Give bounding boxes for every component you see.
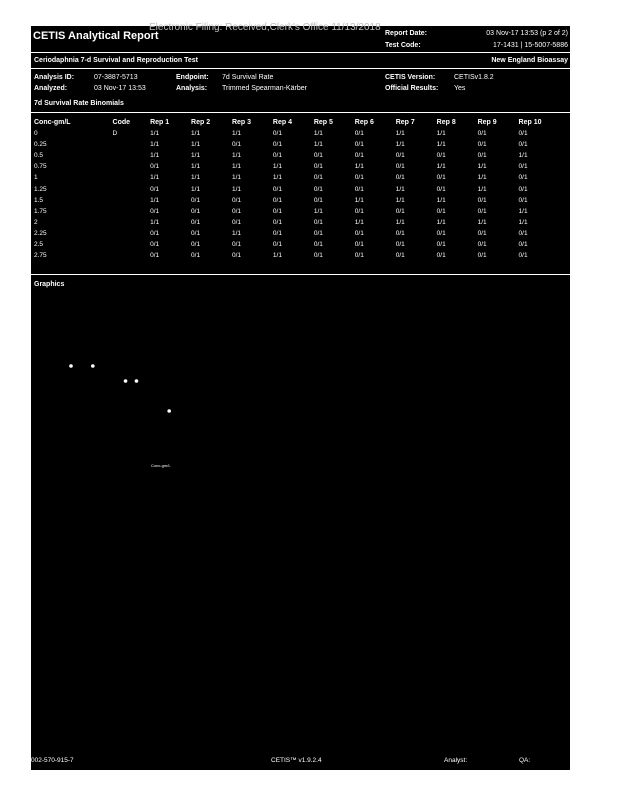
table-cell <box>113 150 151 161</box>
table-cell: 1/1 <box>191 163 201 171</box>
graph-point <box>167 409 171 413</box>
graph-svg <box>61 296 201 476</box>
table-cell: 0/1 <box>518 196 528 204</box>
table-cell: 1/1 <box>150 174 160 182</box>
table-cell: 0/1 <box>313 240 323 248</box>
table-cell: 0/1 <box>395 152 405 160</box>
table-cell: 2.5 <box>34 240 44 248</box>
footer-analyst-label: Analyst: <box>444 757 468 764</box>
report-title: CETIS Analytical Report <box>33 30 159 42</box>
graph-point <box>91 364 95 368</box>
table-cell: 1/1 <box>436 163 446 171</box>
table-cell: 1/1 <box>518 218 528 226</box>
table-cell: 0/1 <box>477 252 487 260</box>
report-date-value: 03 Nov-17 13:53 (p 2 of 2) <box>486 30 568 37</box>
table-cell: 1/1 <box>313 130 323 138</box>
report-date-label: Report Date: <box>385 30 428 37</box>
col-header: Rep 7 <box>395 119 415 126</box>
table-cell: 1/1 <box>395 141 405 149</box>
table-cell: 2.25 <box>34 229 47 237</box>
table-cell: 1/1 <box>436 130 446 138</box>
table-cell: 0/1 <box>272 229 282 237</box>
test-code-value: 17-1431 | 15-5007-5886 <box>493 42 568 49</box>
table-cell: 1.75 <box>34 207 47 215</box>
table-cell: 0/1 <box>518 141 528 149</box>
table-cell: 0/1 <box>150 240 160 248</box>
endpoint-value: 7d Survival Rate <box>222 74 274 81</box>
table-cell: 0/1 <box>272 152 282 160</box>
table-cell: 0/1 <box>272 207 282 215</box>
table-cell: 0/1 <box>272 130 282 138</box>
table-cell <box>113 217 151 228</box>
table-cell: 1/1 <box>436 141 446 149</box>
table-cell <box>113 206 151 217</box>
table-cell <box>113 239 151 250</box>
analysis-value: Trimmed Spearman-Kärber <box>222 85 307 92</box>
table-cell: 0/1 <box>191 240 201 248</box>
table-cell: 0/1 <box>231 252 242 260</box>
table-cell: 0/1 <box>354 130 364 138</box>
table-cell: 0/1 <box>150 252 160 260</box>
table-cell: 0/1 <box>272 185 282 193</box>
table-cell: 0/1 <box>191 229 201 237</box>
table-cell: 1/1 <box>231 152 242 160</box>
table-cell: 1.5 <box>34 196 44 204</box>
table-cell: 0/1 <box>518 185 528 193</box>
table-cell: 0/1 <box>436 240 446 248</box>
table-cell: 0/1 <box>313 229 323 237</box>
table-cell: 1/1 <box>354 163 364 171</box>
table-cell: 2.75 <box>34 252 47 260</box>
col-header: Rep 4 <box>272 119 292 126</box>
table-cell: 1/1 <box>518 152 528 160</box>
table-cell: 0/1 <box>191 207 201 215</box>
table-cell: 1/1 <box>477 218 487 226</box>
table-cell: 0/1 <box>436 229 446 237</box>
col-header: Rep 9 <box>477 119 497 126</box>
table-cell: 1/1 <box>191 185 201 193</box>
table-cell: 1/1 <box>150 152 160 160</box>
table-cell: 0/1 <box>518 174 528 182</box>
table-cell <box>113 195 151 206</box>
table-cell: 0/1 <box>272 240 282 248</box>
table-cell: 1/1 <box>395 185 405 193</box>
table-row <box>34 217 568 228</box>
table-cell: 0/1 <box>477 240 487 248</box>
official-results-value: Yes <box>454 85 466 92</box>
table-cell: 0/1 <box>272 196 282 204</box>
table-row <box>34 239 568 250</box>
table-cell: 1/1 <box>191 141 201 149</box>
table-cell: 1/1 <box>191 174 201 182</box>
col-header: Rep 1 <box>150 119 170 126</box>
table-row <box>34 250 568 261</box>
table-cell: 1/1 <box>231 185 242 193</box>
table-cell: 0/1 <box>231 218 242 226</box>
analysis-id-value: 07-3887-5713 <box>94 74 138 81</box>
table-cell: 0/1 <box>354 152 364 160</box>
table-bottom-rule <box>31 274 570 275</box>
table-cell: 1/1 <box>518 207 528 215</box>
table-cell: 0.75 <box>34 163 47 171</box>
lab-name: New England Bioassay <box>491 57 568 64</box>
col-header: Rep 10 <box>518 119 542 126</box>
table-cell: 1/1 <box>395 130 405 138</box>
table-cell <box>113 250 151 261</box>
table-cell: 1/1 <box>313 207 323 215</box>
col-header: Rep 5 <box>313 119 333 126</box>
col-header: Rep 6 <box>354 119 374 126</box>
table-cell: 0/1 <box>231 207 242 215</box>
table-cell: 0/1 <box>354 252 364 260</box>
table-cell: 0/1 <box>150 163 160 171</box>
table-cell: 1/1 <box>436 218 446 226</box>
analyzed-value: 03 Nov-17 13:53 <box>94 85 146 92</box>
analyzed-label: Analyzed: <box>34 85 68 92</box>
graph-point <box>135 379 139 383</box>
table-cell: 1/1 <box>150 141 160 149</box>
table-cell: 0/1 <box>477 196 487 204</box>
col-header: Rep 2 <box>191 119 211 126</box>
test-code-label: Test Code: <box>385 42 421 49</box>
table-row <box>34 183 568 194</box>
analysis-label: Analysis: <box>176 85 208 92</box>
table-cell: 0/1 <box>313 174 323 182</box>
endpoint-label: Endpoint: <box>176 74 209 81</box>
table-row <box>34 172 568 183</box>
table-cell: 0/1 <box>436 174 446 182</box>
table-cell <box>113 183 151 194</box>
binomials-table <box>34 117 568 261</box>
table-cell: 0/1 <box>518 252 528 260</box>
table-header-row <box>34 117 568 128</box>
table-cell: 0/1 <box>354 185 364 193</box>
table-cell: 0/1 <box>518 240 528 248</box>
table-cell: 0/1 <box>395 163 405 171</box>
filing-stamp: Electronic Filing: Received,Clerk's Office 11/13/2018 <box>149 22 381 33</box>
table-cell: 0/1 <box>436 207 446 215</box>
table-cell: 1/1 <box>231 174 242 182</box>
table-cell: 0 <box>34 130 38 138</box>
table-cell: 0/1 <box>231 141 242 149</box>
footer-version: CETIS™ v1.9.2.4 <box>271 757 322 764</box>
table-cell: 0/1 <box>150 207 160 215</box>
table-cell: 0/1 <box>354 141 364 149</box>
header-rule <box>31 52 570 53</box>
footer-qa-label: QA: <box>519 757 531 764</box>
table-cell: 1/1 <box>272 163 282 171</box>
official-results-label: Official Results: <box>385 85 439 92</box>
table-cell: 0/1 <box>518 229 528 237</box>
table-cell: 2 <box>34 218 38 226</box>
cetis-version-label: CETIS Version: <box>385 74 436 81</box>
table-cell: 1/1 <box>150 196 160 204</box>
table-cell: 1/1 <box>477 174 487 182</box>
section-title: 7d Survival Rate Binomials <box>34 100 124 107</box>
table-cell: 0/1 <box>191 218 201 226</box>
table-cell: 0/1 <box>354 229 364 237</box>
table-row <box>34 150 568 161</box>
table-cell: 0/1 <box>477 207 487 215</box>
table-cell: 0/1 <box>477 229 487 237</box>
table-cell: 1/1 <box>272 174 282 182</box>
table-cell: 0/1 <box>354 240 364 248</box>
table-cell: 1/1 <box>477 185 487 193</box>
table-cell: 0/1 <box>313 152 323 160</box>
table-cell: 1/1 <box>354 196 364 204</box>
cetis-version-value: CETISv1.8.2 <box>454 74 494 81</box>
table-cell: 0/1 <box>313 196 323 204</box>
table-cell: 1.25 <box>34 185 47 193</box>
table-cell: 0/1 <box>272 141 282 149</box>
footer-id: 002-570-915-7 <box>31 757 74 764</box>
table-cell: 0/1 <box>477 130 487 138</box>
table-cell <box>113 172 151 183</box>
graph-x-axis-label: Conc-gm/L <box>151 463 171 468</box>
table-cell: 0/1 <box>395 229 405 237</box>
table-cell: 0/1 <box>477 152 487 160</box>
table-row <box>34 128 568 139</box>
table-cell: 0.5 <box>34 152 44 160</box>
table-cell: 0/1 <box>313 252 323 260</box>
table-cell: 0/1 <box>191 196 201 204</box>
table-cell: 0/1 <box>395 174 405 182</box>
section-rule <box>31 112 570 113</box>
table-cell <box>113 228 151 239</box>
graph-point <box>124 379 128 383</box>
table-cell: D <box>112 130 118 138</box>
table-cell: 0/1 <box>354 174 364 182</box>
table-cell: 0/1 <box>231 196 242 204</box>
table-cell: 0/1 <box>313 163 323 171</box>
table-cell: 1/1 <box>395 218 405 226</box>
table-cell: 0/1 <box>313 185 323 193</box>
table-cell <box>113 139 151 150</box>
table-cell: 0/1 <box>518 163 528 171</box>
table-row <box>34 206 568 217</box>
table-cell: 0.25 <box>34 141 47 149</box>
table-cell: 1/1 <box>150 218 160 226</box>
table-cell: 1/1 <box>231 163 242 171</box>
table-cell: 1/1 <box>191 152 201 160</box>
table-cell: 0/1 <box>395 207 405 215</box>
table-cell: 1/1 <box>231 229 242 237</box>
table-row <box>34 195 568 206</box>
col-header: Rep 3 <box>231 119 252 126</box>
col-header: Code <box>112 119 131 126</box>
subheader-rule <box>31 68 570 69</box>
table-cell: 0/1 <box>436 252 446 260</box>
col-header: Conc-gm/L <box>34 119 71 126</box>
table-row <box>34 228 568 239</box>
table-cell: 0/1 <box>231 240 242 248</box>
table-cell: 0/1 <box>395 240 405 248</box>
table-row <box>34 161 568 172</box>
table-cell: 1/1 <box>395 196 405 204</box>
table-cell: 1/1 <box>231 130 242 138</box>
report-page <box>31 22 570 770</box>
table-cell: 1/1 <box>354 218 364 226</box>
table-cell: 0/1 <box>191 252 201 260</box>
table-cell: 0/1 <box>354 207 364 215</box>
table-cell: 1/1 <box>436 196 446 204</box>
table-cell: 0/1 <box>436 185 446 193</box>
table-cell: 0/1 <box>477 141 487 149</box>
table-row <box>34 139 568 150</box>
table-cell: 1/1 <box>272 252 282 260</box>
table-cell: 0/1 <box>150 229 160 237</box>
table-cell <box>113 161 151 172</box>
table-cell: 1/1 <box>313 141 323 149</box>
test-name: Ceriodaphnia 7-d Survival and Reproduction Test <box>34 57 199 64</box>
graph-point <box>69 364 73 368</box>
table-cell: 0/1 <box>272 218 282 226</box>
graphics-title: Graphics <box>34 281 65 288</box>
table-cell: 0/1 <box>395 252 405 260</box>
analysis-id-label: Analysis ID: <box>34 74 75 81</box>
table-cell: 1/1 <box>150 130 160 138</box>
table-cell: 0/1 <box>518 130 528 138</box>
table-cell: 1/1 <box>191 130 201 138</box>
table-cell: 0/1 <box>313 218 323 226</box>
survival-graph <box>61 296 201 476</box>
table-cell: 0/1 <box>436 152 446 160</box>
table-cell: 0/1 <box>150 185 160 193</box>
table-cell: 1 <box>34 174 38 182</box>
col-header: Rep 8 <box>436 119 456 126</box>
table-cell: 1/1 <box>477 163 487 171</box>
